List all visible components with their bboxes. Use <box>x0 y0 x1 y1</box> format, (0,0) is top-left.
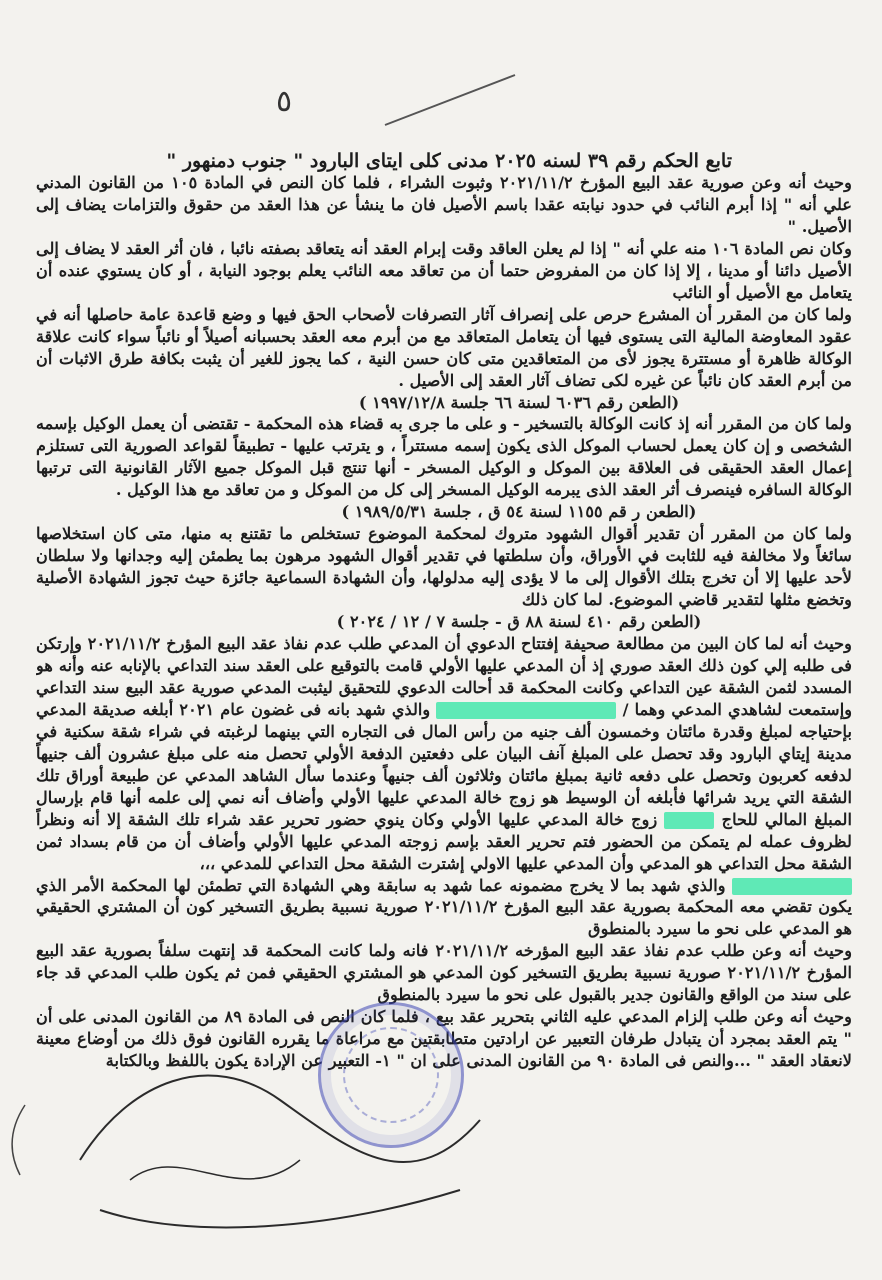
redacted-name-highlight <box>664 812 714 829</box>
paragraph: ولما كان من المقرر أنه إذ كانت الوكالة بالتسخير - و على ما جرى به قضاء هذه المحكمة - تقتضى أن يعمل الوكيل بإسمه الشخصى و إن كان يعمل لحساب الموكل الذى يكون إسمه مستتراً ، و يترتب عليها - تطبيقاً لقواعد الصورية التى تستلزم إعمال العقد الحقيقى فى العلاقة بين الموكل و الوكيل المسخر - أنها تنتج قبل الموكل جميع الآثار القانونية التى ترتبها الوكالة السافره فينصرف أثر العقد الذى يبرمه الوكيل المسخر إلى كل من الموكل و من تعاقد مع هذا الوكيل . <box>36 414 852 500</box>
margin-scribble-mark <box>0 1100 30 1180</box>
redacted-name-highlight <box>436 702 616 719</box>
document-body <box>36 172 852 1218</box>
pen-scribble-mark <box>380 70 520 130</box>
paragraph: ولما كان من المقرر أن تقدير أقوال الشهود متروك لمحكمة الموضوع تستخلص ما تقتنع به منها، متى كان استخلاصها سائغاً ولا مخالفة فيه للثابت في الأوراق، وأن سلطتها في تقدير أقوال الشهود مرهون بما يطمئن إليه وجدانها ولا سلطان لأحد عليها إلا أن تخرج بتلك الأقوال إلى ما لا يؤدى إليه مدلولها، وأن الشهادة السماعية جائزة حيث تجوز الشهادة الأصلية وتخضع مثلها لتقدير قاضي الموضوع. لما كان ذلك <box>36 524 852 610</box>
citation: (الطعن رقم ٦٠٣٦ لسنة ٦٦ جلسة ١٩٩٧/١٢/٨ ) <box>358 392 680 412</box>
paragraph: وحيث أنه وعن طلب إلزام المدعي عليه الثاني بتحرير عقد بيع ، فلما كان النص فى المادة ٨٩ من القانون المدنى على أن " يتم العقد بمجرد أن يتبادل طرفان التعبير عن ارادتين متطابقتين مع مراعاة ما يقرره القانون فوق ذلك من أوضاع معينة لانعقاد العقد " ...والنص فى المادة ٩٠ من القانون المدنى على ان " ١- التعبير عن الإرادة يكون باللفظ وبالكتابة <box>36 1007 852 1071</box>
paragraph-text: والذي شهد بما لا يخرج مضمونه عما شهد به سابقة وهي الشهادة التي تطمئن لها المحكمة الأمر الذي يكون تقضي معه المحكمة بصورية عقد البيع المؤرخ ٢٠٢١/١١/٢ صورية نسبية بطريق التسخير كون أن المشتري الحقيقي هو المدعي على نحو ما سيرد بالمنطوق <box>36 875 852 939</box>
citation: (الطعن رقم ٤١٠ لسنة ٨٨ ق - جلسة ٧ / ١٢ / ٢٠٢٤ ) <box>336 612 702 632</box>
paragraph-text: وحيث أنه لما كان البين من مطالعة صحيفة إفتتاح الدعوي أن المدعي طلب عدم نفاذ عقد البيع المؤرخ ٢٠٢١/١١/٢ وإرتكن فى طلبه إلي كون ذلك العقد صوري إذ أن المدعي عليها الأولي قامت بالتوقيع على العقد سند التداعي بالإنابه عنه وأنه هو المسدد لثمن الشقة عين التداعي وكانت المحكمة قد أحالت الدعوي للتحقيق ليثبت المدعي صورية عقد البيع سند التداعي وإستمعت لشاهدي المدعي وهما / <box>36 634 852 719</box>
paragraph <box>36 875 852 941</box>
redacted-name-highlight <box>732 878 852 895</box>
page-number: ٥ <box>276 84 293 119</box>
paragraph: وحيث أنه وعن صورية عقد البيع المؤرخ ٢٠٢١/١١/٢ وثبوت الشراء ، فلما كان النص في المادة ١٠٥ من القانون المدني علي أنه " إذا أبرم النائب في حدود نيابته عقدا باسم الأصيل فان ما ينشأ عن هذا العقد من حقوق والتزامات يضاف إلى الأصيل. " <box>36 173 852 236</box>
paragraph-text: والذي شهد بانه فى غضون عام ٢٠٢١ أبلغه صديقة المدعي بإحتياجه لمبلغ وقدرة مائتان وخمسون ألف جنيه من رأس المال فى التجاره التي بينهما لرغبته في شراء شقة سكنية في مدينة إيتاي البارود وقد تحصل على المبلغ آنف البيان على دفعتين الدفعة الأولي تحصل منه على مبلغ عشرون ألف جنيهاً لدفعه كعربون وتحصل على دفعه ثانية بمبلغ مائتان وثلاثون ألف جنيهاً وعندما سأل الشاهد المدعي عن طبيعة أوراق تلك الشقة التي يريد شرائها فأبلغه أن الوسيط هو زوج خالة المدعي عليها الأولي وأضاف أنه نمي إلى علمه أنها قام بإرسال المبلغ المالي للحاج <box>36 699 852 829</box>
paragraph: وحيث أنه وعن طلب عدم نفاذ عقد البيع المؤرخه ٢٠٢١/١١/٢ فانه ولما كانت المحكمة قد إنتهت سلفاً بصورية عقد البيع المؤرخ ٢٠٢١/١١/٢ صورية نسبية بطريق التسخير كون المدعي هو المشتري الحقيقي فمن ثم يكون طلب المدعي قد جاء على سند من الواقع والقانون جدير بالقبول على نحو ما سيرد بالمنطوق <box>36 941 852 1005</box>
document-heading: تابع الحكم رقم ٣٩ لسنه ٢٠٢٥ مدنى كلى ايتاى البارود " جنوب دمنهور " <box>166 150 732 172</box>
paragraph-text: زوج خالة المدعي عليها الأولي وكان ينوي حضور تحرير عقد شراء تلك الشقة إلا أنه ونظراً لظروف عمله لم يتمكن من الحضور فتم تحرير العقد بإسم زوجته المدعي عليها الأولي وأضاف أن من قام بسداد ثمن الشقة محل التداعي هو المدعي وأن المدعي عليها الاولي إشترت الشقة محل التداعي للمدعي ،،، <box>36 809 852 873</box>
paragraph: ولما كان من المقرر أن المشرع حرص على إنصراف آثار التصرفات لأصحاب الحق فيها و وضع قاعدة عامة حاصلها أنه في عقود المعاوضة المالية التى يستوى فيها أن يتعامل المتعاقد مع من أبرم معه العقد بحسبانه أصيلاً أو نائباً سواء كانت علاقة الوكالة ظاهرة أو مستترة يجوز لأى من المتعاقدين متى كان حسن النية ، كما يجوز للغير أن يثبت بكافة طرق الاثبات أن من أبرم العقد كان نائباً عن غيره لكى تضاف آثار العقد إلى الأصيل . <box>36 304 852 390</box>
paragraph: وكان نص المادة ١٠٦ منه علي أنه " إذا لم يعلن العاقد وقت إبرام العقد أنه يتعاقد بصفته نائبا ، فان أثر العقد لا يضاف إلى الأصيل دائنا أو مدينا ، إلا إذا كان من المفروض حتما أن من تعاقد معه النائب يعلم بوجود النيابة ، أو كان يستوي عنده أن يتعامل مع الأصيل أو النائب <box>36 238 852 302</box>
citation: (الطعن ر قم ١١٥٥ لسنة ٥٤ ق ، جلسة ١٩٨٩/٥/٣١ ) <box>341 502 697 522</box>
paragraph <box>36 633 852 874</box>
